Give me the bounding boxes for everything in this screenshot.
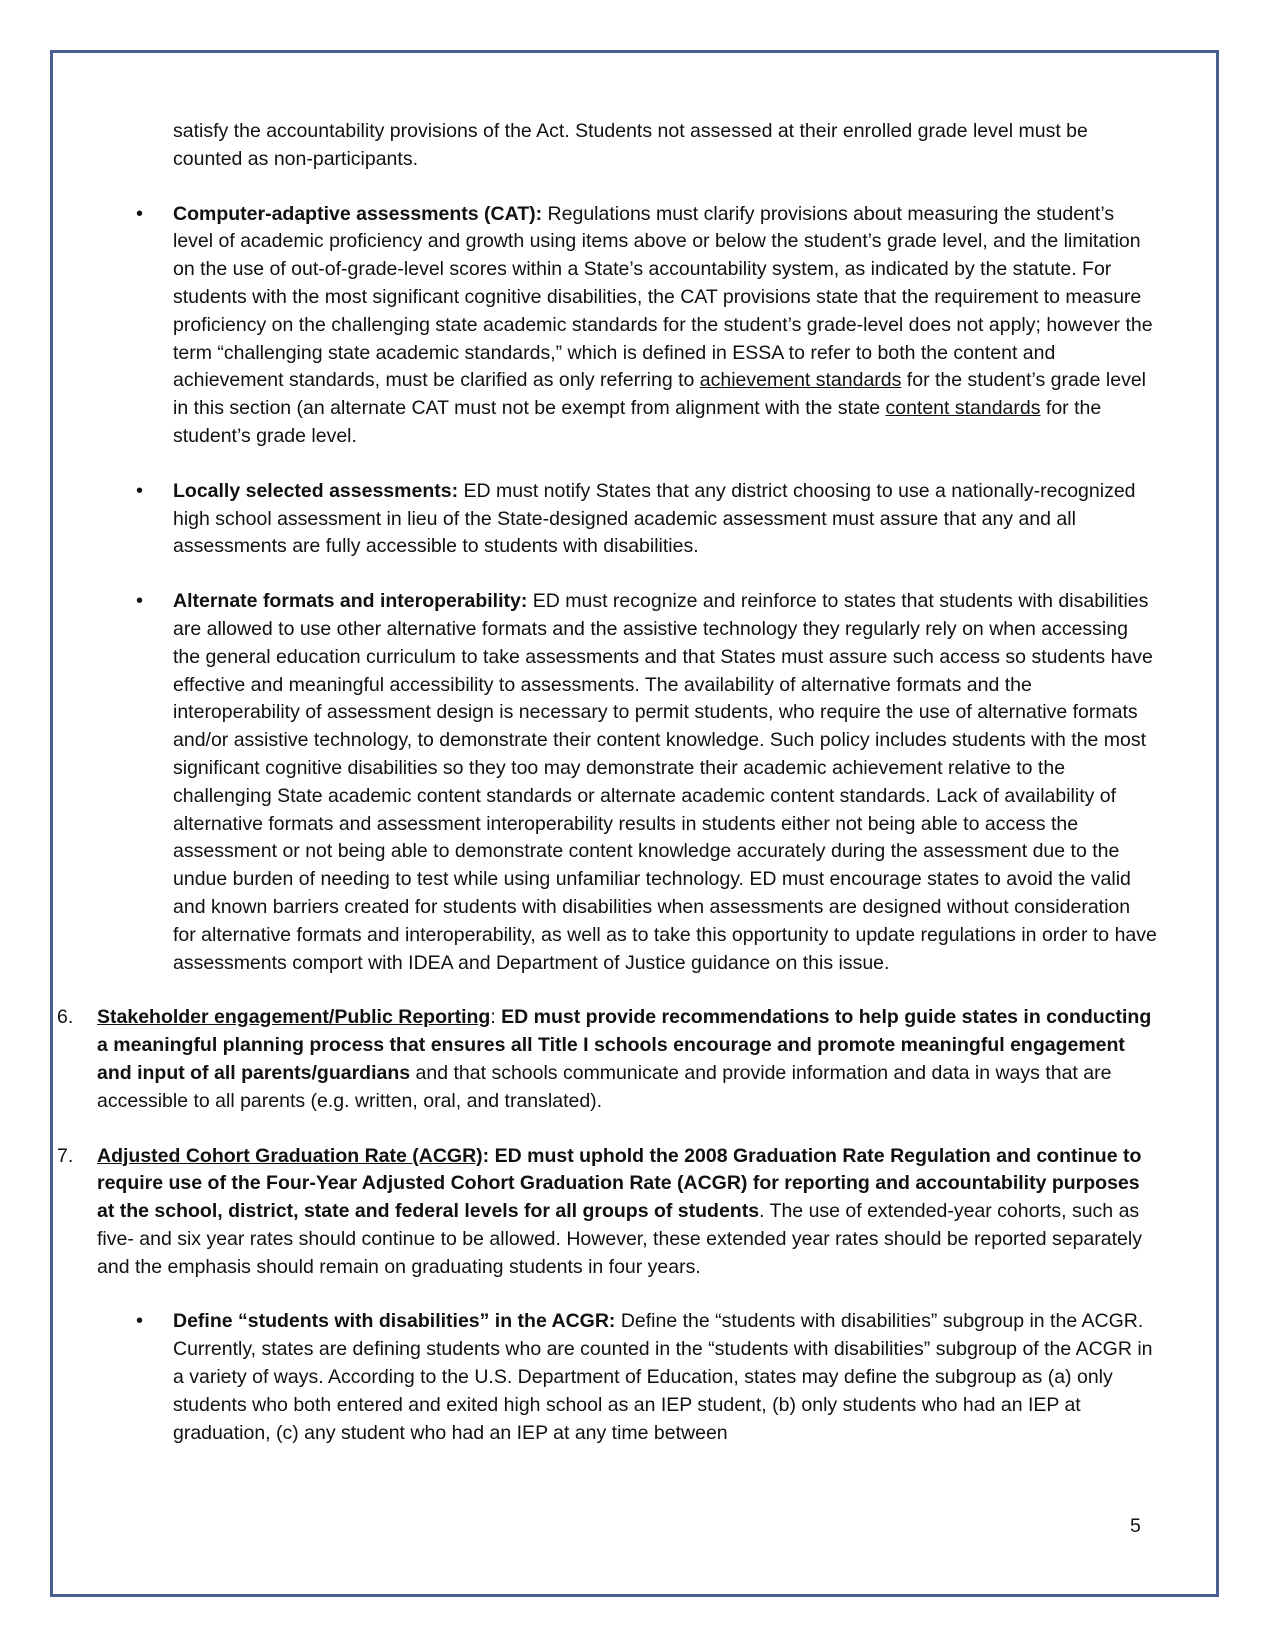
numbered-item-6: 6. Stakeholder engagement/Public Reporting: ED must provide recommendations to help guide states in conducting a meaningful planning process that ensures all Title I schools encourage and promote meaningful engagement and input of all parents/guardians and that schools communicate and provide information and data in ways that are accessible to all parents (e.g. written, oral, and translated). (57, 1006, 1152, 1112)
item-number: 7. (57, 1144, 74, 1167)
numbered-item-7: 7. Adjusted Cohort Graduation Rate (ACGR): ED must uphold the 2008 Graduation Rate Regulation and continue to require use of the Four-Year Adjusted Cohort Graduation Rate (ACGR) for reporting and accountability purposes at the school, district, state and federal levels for all groups of students. The use of extended-year cohorts, such as five- and six year rates should continue to be allowed. However, these extended year rates should be reported separately and the emphasis should remain on graduating students in four years. (57, 1144, 1142, 1278)
bullet-heading: Computer-adaptive assessments (CAT): (173, 202, 543, 225)
underlined-term: content standards (885, 397, 1041, 420)
bullet-define-swd: • Define “students with disabilities” in the ACGR: Define the “students with disabilities” subgroup in the ACGR. Currently, states are defining students who are counted in the “students with disabilities” subgroup of the ACGR in a variety of ways. According to the U.S. Department of Education, states may define the subgroup as (a) only students who both entered and exited high school as an IEP student, (b) only students who had an IEP at graduation, (c) any student who had an IEP at any time between (173, 1308, 1157, 1447)
bullet-heading: Define “students with disabilities” in the ACGR: (173, 1310, 616, 1333)
bullet-cat: • Computer-adaptive assessments (CAT): Regulations must clarify provisions about measuring the student’s level of academic proficiency and growth using items above or below the student’s grade level, and the limitation on the use of out-of-grade-level scores within a State’s accountability system, as indicated by the statute. For students with the most significant cognitive disabilities, the CAT provisions state that the requirement to measure proficiency on the challenging state academic standards for the student’s grade-level does not apply; however the term “challenging state academic standards,” which is defined in ESSA to refer to both the content and achievement standards, must be clarified as only referring to achievement standards for the student’s grade level in this section (an alternate CAT must not be exempt from alignment with the state content standards for the student’s grade level. (173, 201, 1157, 451)
item-title: Stakeholder engagement/Public Reporting (97, 1006, 491, 1029)
bullet-heading: Alternate formats and interoperability: (173, 590, 528, 613)
bullet-locally-selected: • Locally selected assessments: ED must notify States that any district choosing to use a nationally-recognized high school assessment in lieu of the State-designed academic assessment must assure that any and all assessments are fully accessible to students with disabilities. (173, 478, 1157, 561)
item-title: Adjusted Cohort Graduation Rate (ACGR) (97, 1144, 483, 1167)
page-number: 5 (1130, 1515, 1141, 1537)
underlined-term: achievement standards (699, 369, 902, 392)
document-body (57, 118, 1157, 1447)
continuation-paragraph: satisfy the accountability provisions of the Act. Students not assessed at their enrolled grade level must be counted as non-participants. (173, 120, 1088, 170)
bullet-heading: Locally selected assessments: (173, 479, 459, 502)
bullet-alternate-formats: • Alternate formats and interoperability: ED must recognize and reinforce to states that students with disabilities are allowed to use other alternative formats and the assistive technology they regularly rely on when accessing the general education curriculum to take assessments and that States must assure such access so students have effective and meaningful accessibility to assessments. The availability of alternative formats and the interoperability of assessment design is necessary to permit students, who require the use of alternative formats and/or assistive technology, to demonstrate their content knowledge. Such policy includes students with the most significant cognitive disabilities so they too may demonstrate their academic achievement relative to the challenging State academic content standards or alternate academic content standards. Lack of availability of alternative formats and assessment interoperability results in students either not being able to access the assessment or not being able to demonstrate content knowledge accurately during the assessment due to the undue burden of needing to test while using unfamiliar technology. ED must encourage states to avoid the valid and known barriers created for students with disabilities when assessments are designed without consideration for alternative formats and interoperability, as well as to take this opportunity to update regulations in order to have assessments comport with IDEA and Department of Justice guidance on this issue. (173, 588, 1157, 977)
item-number: 6. (57, 1006, 74, 1029)
